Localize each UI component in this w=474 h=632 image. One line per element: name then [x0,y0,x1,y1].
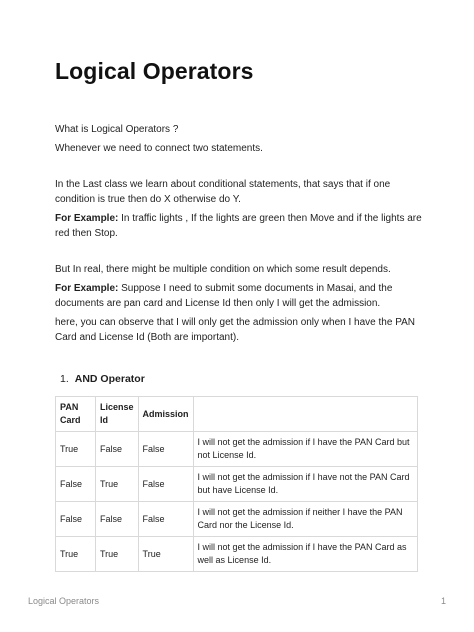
header-cell: License Id [96,397,139,432]
paragraph: here, you can observe that I will only get the admission only when I have the PAN Card and License Id (Both are important). [55,317,416,343]
section-heading [60,373,145,385]
table-cell: I will not get the admission if I have not the PAN Card but have License Id. [193,467,417,502]
page-title: Logical Operators [55,58,254,84]
table-cell: False [56,467,96,502]
footer-title: Logical Operators [28,596,100,606]
header-cell: Admission [138,397,193,432]
section-title: AND Operator [74,373,145,385]
example-label: For Example: [55,213,119,224]
table-row [56,432,418,467]
table-row [56,467,418,502]
paragraph [55,211,423,241]
section-number: 1. [60,373,69,385]
example-label: For Example: [55,283,119,294]
table-cell: False [56,502,96,537]
table-cell: I will not get the admission if neither I have the PAN Card nor the License Id. [193,502,417,537]
paragraph [55,281,423,311]
table-cell: False [96,432,139,467]
example-text: In traffic lights , If the lights are green then Move and if the lights are red then Stop. [55,213,422,239]
table-cell: False [96,502,139,537]
table-cell: False [138,502,193,537]
table-cell: True [96,467,139,502]
table-cell: I will not get the admission if I have the PAN Card but not License Id. [193,432,417,467]
header-cell [193,397,417,432]
table-row [56,502,418,537]
paragraph: Whenever we need to connect two statements. [55,143,263,154]
paragraph: In the Last class we learn about conditional statements, that says that if one condition is true then do X otherwise do Y. [55,179,391,205]
paragraph: But In real, there might be multiple condition on which some result depends. [55,264,391,275]
table-cell: True [138,537,193,572]
table-cell: False [138,432,193,467]
page-number: 1 [440,596,446,606]
table-cell: True [56,432,96,467]
table-row [56,537,418,572]
paragraph: What is Logical Operators ? [55,124,179,135]
table-cell: True [96,537,139,572]
table-header-row [56,397,418,432]
header-cell: PAN Card [56,397,96,432]
body-content [55,122,423,349]
truth-table [55,396,418,572]
example-text: Suppose I need to submit some documents in Masai, and the documents are pan card and License Id then only I will get the admission. [55,283,393,309]
table-cell: I will not get the admission if I have the PAN Card as well as License Id. [193,537,417,572]
table-cell: True [56,537,96,572]
table-cell: False [138,467,193,502]
